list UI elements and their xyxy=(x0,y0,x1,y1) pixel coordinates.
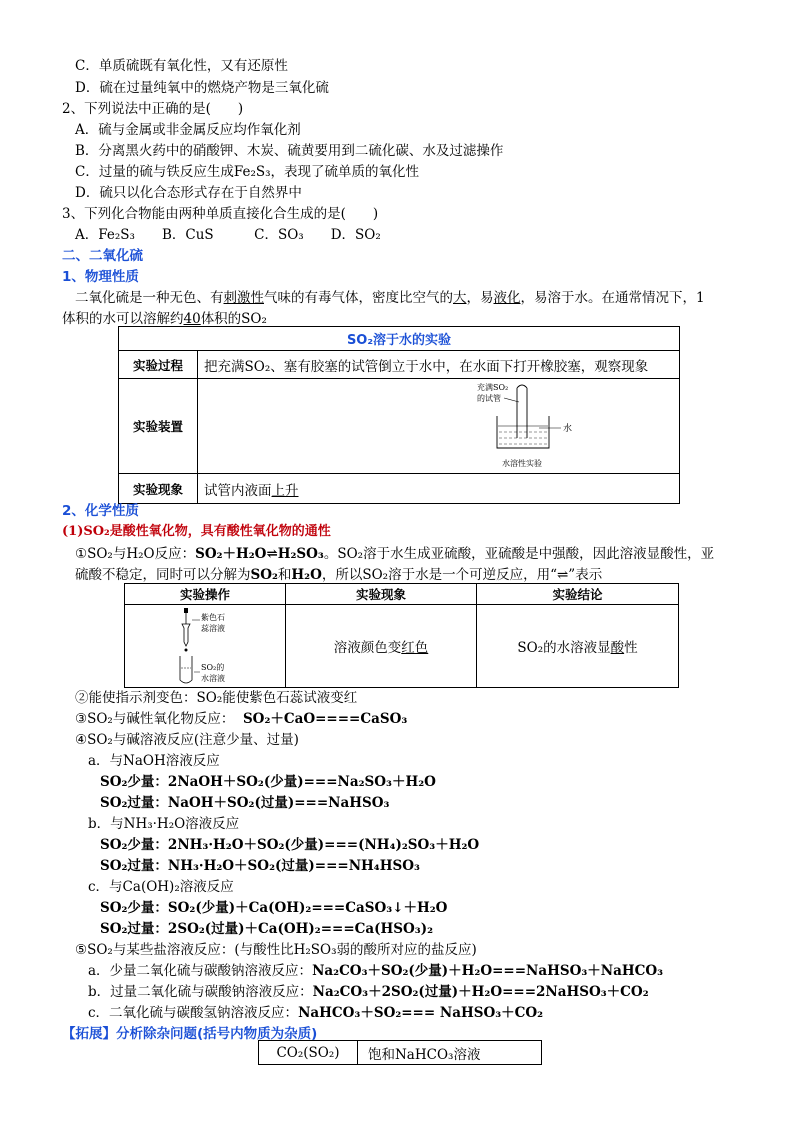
impurity-cell-substance: CO₂(SO₂) xyxy=(259,1041,358,1065)
table-title: SO₂溶于水的实验 xyxy=(119,327,680,351)
q1-option-d: D．硫在过量纯氧中的燃烧产物是三氧化硫 xyxy=(75,80,329,96)
acidic-oxide-subheading: (1)SO₂是酸性氧化物，具有酸性氧化物的通性 xyxy=(62,524,331,539)
q3-stem: 3、下列化合物能由两种单质直接化合生成的是( ) xyxy=(62,206,379,222)
conclusion-cell: SO₂的水溶液显酸性 xyxy=(477,605,679,688)
row-label-phenomenon: 实验现象 xyxy=(119,474,198,504)
fig-label-so2-solution2: 水溶液 xyxy=(201,674,225,683)
row-label-apparatus: 实验装置 xyxy=(119,379,198,474)
q2-option-d: D．硫只以化合态形式存在于自然界中 xyxy=(75,185,302,201)
q2-stem: 2、下列说法中正确的是( ) xyxy=(62,101,244,117)
item1-line1: ①SO₂与H₂O反应：SO₂＋H₂O⇌H₂SO₃。SO₂溶于水生成亚硫酸，亚硫酸是中强酸，因此溶液显酸性，亚 xyxy=(75,546,715,562)
item4a-eq1: SO₂少量：2NaOH＋SO₂(少量)===Na₂SO₃＋H₂O xyxy=(100,774,436,790)
observation-cell: 溶液颜色变红色 xyxy=(286,605,477,688)
q3-options: A．Fe₂S₃ B．CuS C．SO₃ D．SO₂ xyxy=(75,227,381,243)
item4b-title: b．与NH₃·H₂O溶液反应 xyxy=(88,816,240,832)
item4c-eq1: SO₂少量：SO₂(少量)＋Ca(OH)₂===CaSO₃↓＋H₂O xyxy=(100,900,448,916)
section-title: 二、二氧化硫 xyxy=(62,248,143,264)
item1-line2: 硫酸不稳定，同时可以分解为SO₂和H₂O，所以SO₂溶于水是一个可逆反应，用“⇌”表示 xyxy=(75,567,603,583)
extension-title: 【拓展】分析除杂问题(括号内物质为杂质) xyxy=(62,1026,318,1042)
item4c-eq2: SO₂过量：2SO₂(过量)＋Ca(OH)₂===Ca(HSO₃)₂ xyxy=(100,921,433,937)
item4b-eq2: SO₂过量：NH₃·H₂O＋SO₂(过量)===NH₄HSO₃ xyxy=(100,858,420,874)
row-phenomenon-text: 试管内液面上升 xyxy=(198,474,680,504)
col-phenomenon: 实验现象 xyxy=(286,584,477,605)
item4a-title: a．与NaOH溶液反应 xyxy=(88,753,220,769)
fig-label-tube2: 的试管 xyxy=(477,394,501,403)
litmus-table xyxy=(124,583,679,688)
col-operation: 实验操作 xyxy=(125,584,286,605)
item3: ③SO₂与碱性氧化物反应： SO₂＋CaO====CaSO₃ xyxy=(75,711,408,727)
impurity-cell-reagent: 饱和NaHCO₃溶液 xyxy=(358,1041,542,1065)
fig-caption: 水溶性实验 xyxy=(502,459,542,468)
item5: ⑤SO₂与某些盐溶液反应：(与酸性比H₂SO₃弱的酸所对应的盐反应) xyxy=(75,942,477,958)
item4b-eq1: SO₂少量：2NH₃·H₂O＋SO₂(少量)===(NH₄)₂SO₃＋H₂O xyxy=(100,837,480,853)
q2-option-a: A．硫与金属或非金属反应均作氧化剂 xyxy=(75,122,301,138)
fig-label-so2-solution1: SO₂的 xyxy=(201,663,225,672)
test-tube-icon xyxy=(517,385,527,438)
q2-option-b: B．分离黑火药中的硝酸钾、木炭、硫黄要用到二硫化碳、水及过滤操作 xyxy=(75,143,504,159)
dropper-icon xyxy=(182,612,190,646)
q1-option-c: C．单质硫既有氧化性，又有还原性 xyxy=(75,58,288,74)
item5a: a．少量二氧化硫与碳酸钠溶液反应：Na₂CO₃＋SO₂(少量)＋H₂O===NaHSO₃＋NaHCO₃ xyxy=(88,963,664,979)
apparatus-cell xyxy=(198,379,680,474)
physical-para-line2: 体积的水可以溶解约40体积的SO₂ xyxy=(62,311,267,327)
litmus-drop-figure xyxy=(126,606,282,686)
item4c-title: c．与Ca(OH)₂溶液反应 xyxy=(88,879,234,895)
fig-label-tube1: 充满SO₂ xyxy=(477,383,509,392)
impurity-table xyxy=(258,1040,542,1065)
q2-option-c: C．过量的硫与铁反应生成Fe₂S₃，表现了硫单质的氧化性 xyxy=(75,164,420,180)
physical-para-line1: 二氧化硫是一种无色、有刺激性气味的有毒气体，密度比空气的大，易液化，易溶于水。在通常情况下，1 xyxy=(75,290,705,306)
operation-figure-cell xyxy=(125,605,286,688)
col-conclusion: 实验结论 xyxy=(477,584,679,605)
physical-heading: 1、物理性质 xyxy=(62,269,139,285)
item2: ②能使指示剂变色：SO₂能使紫色石蕊试液变红 xyxy=(75,690,358,706)
row-label-process: 实验过程 xyxy=(119,351,198,379)
fig-label-water: 水 xyxy=(563,424,573,434)
test-tube-icon xyxy=(180,656,192,683)
item4: ④SO₂与碱溶液反应(注意少量、过量) xyxy=(75,732,299,748)
item5c: c．二氧化硫与碳酸氢钠溶液反应：NaHCO₃＋SO₂=== NaHSO₃＋CO₂ xyxy=(88,1005,544,1021)
item5b: b．过量二氧化硫与碳酸钠溶液反应：Na₂CO₃＋2SO₂(过量)＋H₂O===2NaHSO₃＋CO₂ xyxy=(88,984,649,1000)
so2-dissolve-table xyxy=(118,326,680,504)
inverted-tube-apparatus-figure xyxy=(199,380,669,472)
chemical-heading: 2、化学性质 xyxy=(62,503,139,519)
fig-label-litmus2: 蕊溶液 xyxy=(201,624,225,633)
row-process-text: 把充满SO₂、塞有胶塞的试管倒立于水中，在水面下打开橡胶塞，观察现象 xyxy=(198,351,680,379)
item4a-eq2: SO₂过量：NaOH＋SO₂(过量)===NaHSO₃ xyxy=(100,795,390,811)
fig-label-litmus1: 紫色石 xyxy=(201,613,225,622)
